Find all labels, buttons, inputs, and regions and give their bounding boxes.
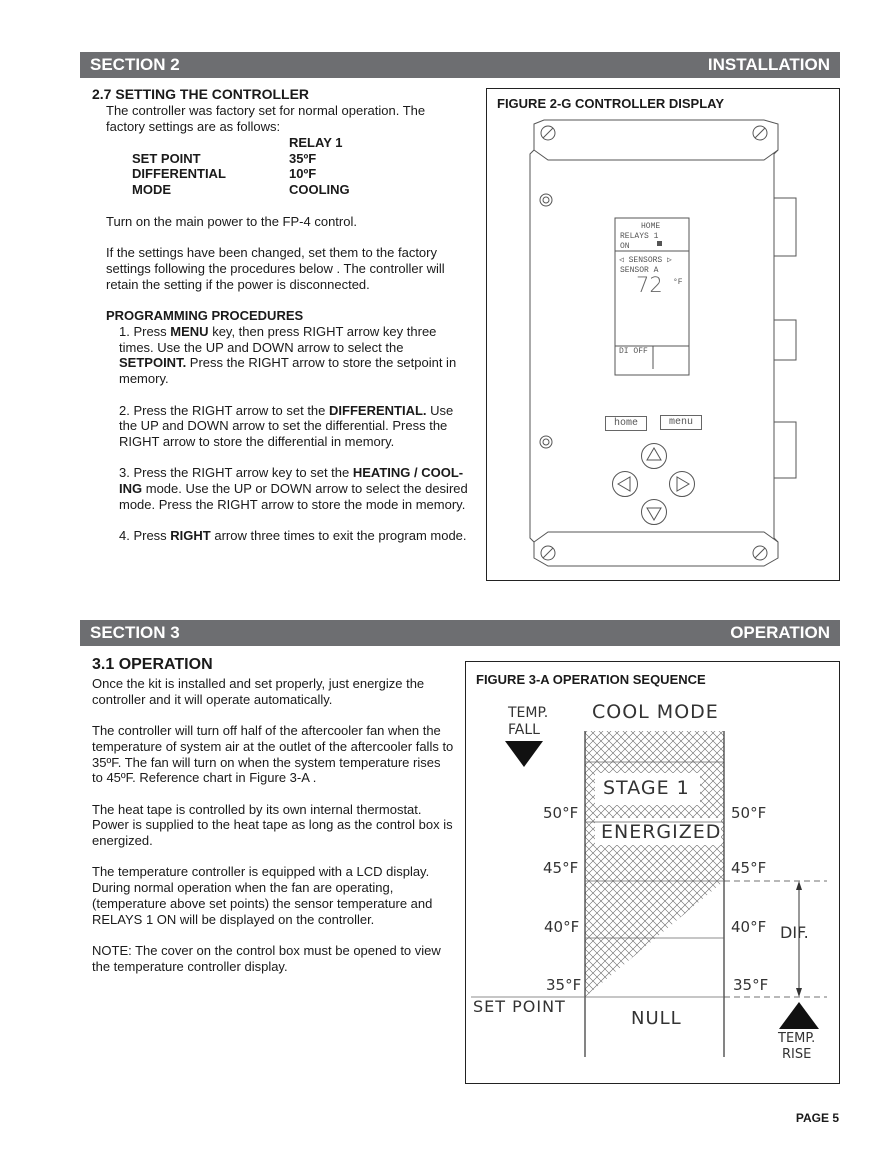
factory-reset-paragraph: If the settings have been changed, set them to the factory settings following the procedures below . The controller will retain the setting if the power is disconnected. bbox=[106, 245, 445, 292]
figure-3a-caption: FIGURE 3-A OPERATION SEQUENCE bbox=[476, 672, 706, 687]
operation-p1: Once the kit is installed and set properly, just energize the controller and it will operate automatically. bbox=[92, 676, 425, 707]
on-indicator bbox=[657, 241, 662, 246]
step-3: 3. Press the RIGHT arrow key to set the HEATING / COOL-ING mode. Use the UP or DOWN arrow to select the desired mode. Press the RIGHT arrow to store the mode in memory. bbox=[119, 465, 468, 512]
factory-row-value: COOLING bbox=[289, 182, 350, 197]
factory-row-name: MODE bbox=[132, 182, 171, 197]
temp-50-left: 50°F bbox=[543, 804, 579, 822]
left-arrow-button[interactable] bbox=[611, 470, 639, 498]
cool-mode-label: COOL MODE bbox=[592, 701, 719, 723]
figure-2g-caption: FIGURE 2-G CONTROLLER DISPLAY bbox=[497, 96, 725, 111]
section-2-label: SECTION 2 bbox=[90, 55, 180, 74]
down-arrow-button[interactable] bbox=[640, 498, 668, 526]
temp-45-right: 45°F bbox=[731, 859, 767, 877]
set-point-label: SET POINT bbox=[473, 997, 566, 1016]
lcd-unit: °F bbox=[673, 278, 683, 287]
up-arrow-button[interactable] bbox=[640, 442, 668, 470]
differential-hatch bbox=[585, 881, 724, 997]
energized-label: ENERGIZED bbox=[601, 821, 722, 843]
temp-fall-arrow bbox=[505, 741, 543, 767]
temp-40-left: 40°F bbox=[544, 918, 580, 936]
lcd-sensor-a: SENSOR A bbox=[620, 266, 659, 275]
page-number: PAGE 5 bbox=[795, 1111, 839, 1125]
null-label: NULL bbox=[631, 1008, 682, 1029]
temp-40-right: 40°F bbox=[731, 918, 767, 936]
temp-rise-label: TEMP. RISE bbox=[778, 1031, 816, 1062]
temp-35-left: 35°F bbox=[546, 976, 582, 994]
lcd-sensors: ◁ SENSORS ▷ bbox=[619, 256, 672, 265]
section-2-title: INSTALLATION bbox=[707, 55, 830, 74]
operation-p2: The controller will turn off half of the aftercooler fan when the temperature of system air at the outlet of the aftercooler falls to 35ºF. The fan will turn on when the system temperature rises to 45ºF. Reference chart in Figure 3-A . bbox=[92, 723, 454, 786]
setting-controller-intro: The controller was factory set for normal operation. The factory settings are as follows: bbox=[106, 103, 426, 134]
temp-45-left: 45°F bbox=[543, 859, 579, 877]
factory-row-name: DIFFERENTIAL bbox=[132, 166, 226, 181]
screw-icons bbox=[540, 126, 767, 560]
factory-table-header: RELAY 1 bbox=[289, 135, 343, 150]
section-3-label: SECTION 3 bbox=[90, 623, 180, 642]
operation-heading: 3.1 OPERATION bbox=[92, 656, 213, 673]
operation-p3: The heat tape is controlled by its own internal thermostat. Power is supplied to the heat tape as long as the control box is energized. bbox=[92, 801, 453, 848]
temp-50-right: 50°F bbox=[731, 804, 767, 822]
lcd-on: ON bbox=[620, 242, 630, 251]
stage-1-label: STAGE 1 bbox=[603, 777, 690, 799]
programming-heading: PROGRAMMING PROCEDURES bbox=[106, 308, 304, 324]
programming-steps bbox=[106, 324, 473, 559]
temp-fall-label: TEMP. FALL bbox=[508, 705, 549, 738]
setting-controller-heading: 2.7 SETTING THE CONTROLLER bbox=[92, 86, 310, 102]
lcd-home: HOME bbox=[641, 222, 661, 231]
step-1: 1. Press MENU key, then press RIGHT arrow key three times. Use the UP and DOWN arrow to select the SETPOINT. Press the RIGHT arrow to store the setpoint in memory. bbox=[119, 324, 457, 387]
dif-label: DIF. bbox=[780, 923, 809, 942]
lcd-relays: RELAYS 1 bbox=[620, 232, 659, 241]
section-3-title: OPERATION bbox=[730, 623, 830, 642]
lcd-di-off: DI OFF bbox=[619, 347, 648, 356]
section-3-bar bbox=[80, 620, 840, 646]
section-2-bar bbox=[80, 52, 840, 78]
lcd-temperature: 72 bbox=[636, 273, 663, 297]
stage-hatch bbox=[585, 731, 724, 881]
step-2: 2. Press the RIGHT arrow to set the DIFFERENTIAL. Use the UP and DOWN arrow to set the differential. Press the RIGHT arrow to store the differential in memory. bbox=[119, 402, 454, 449]
setting-controller-body bbox=[106, 214, 466, 324]
operation-body bbox=[92, 676, 454, 990]
right-arrow-button[interactable] bbox=[668, 470, 696, 498]
operation-note: NOTE: The cover on the control box must be opened to view the temperature controller display. bbox=[92, 942, 441, 974]
factory-row-name: SET POINT bbox=[132, 151, 201, 166]
factory-row-value: 10ºF bbox=[289, 166, 317, 181]
factory-row-value: 35ºF bbox=[289, 151, 317, 166]
menu-button[interactable]: menu bbox=[660, 415, 702, 430]
temp-35-right: 35°F bbox=[733, 976, 769, 994]
operation-p4: The temperature controller is equipped with a LCD display. During normal operation when the fan are operating, (temperature above set points) the sensor temperature and RELAYS 1 ON will be displayed on the controller. bbox=[92, 864, 433, 927]
temp-rise-arrow bbox=[779, 1002, 819, 1029]
step-4: 4. Press RIGHT arrow three times to exit the program mode. bbox=[119, 528, 467, 544]
home-button[interactable]: home bbox=[605, 416, 647, 431]
power-on-paragraph: Turn on the main power to the FP-4 control. bbox=[106, 214, 357, 229]
